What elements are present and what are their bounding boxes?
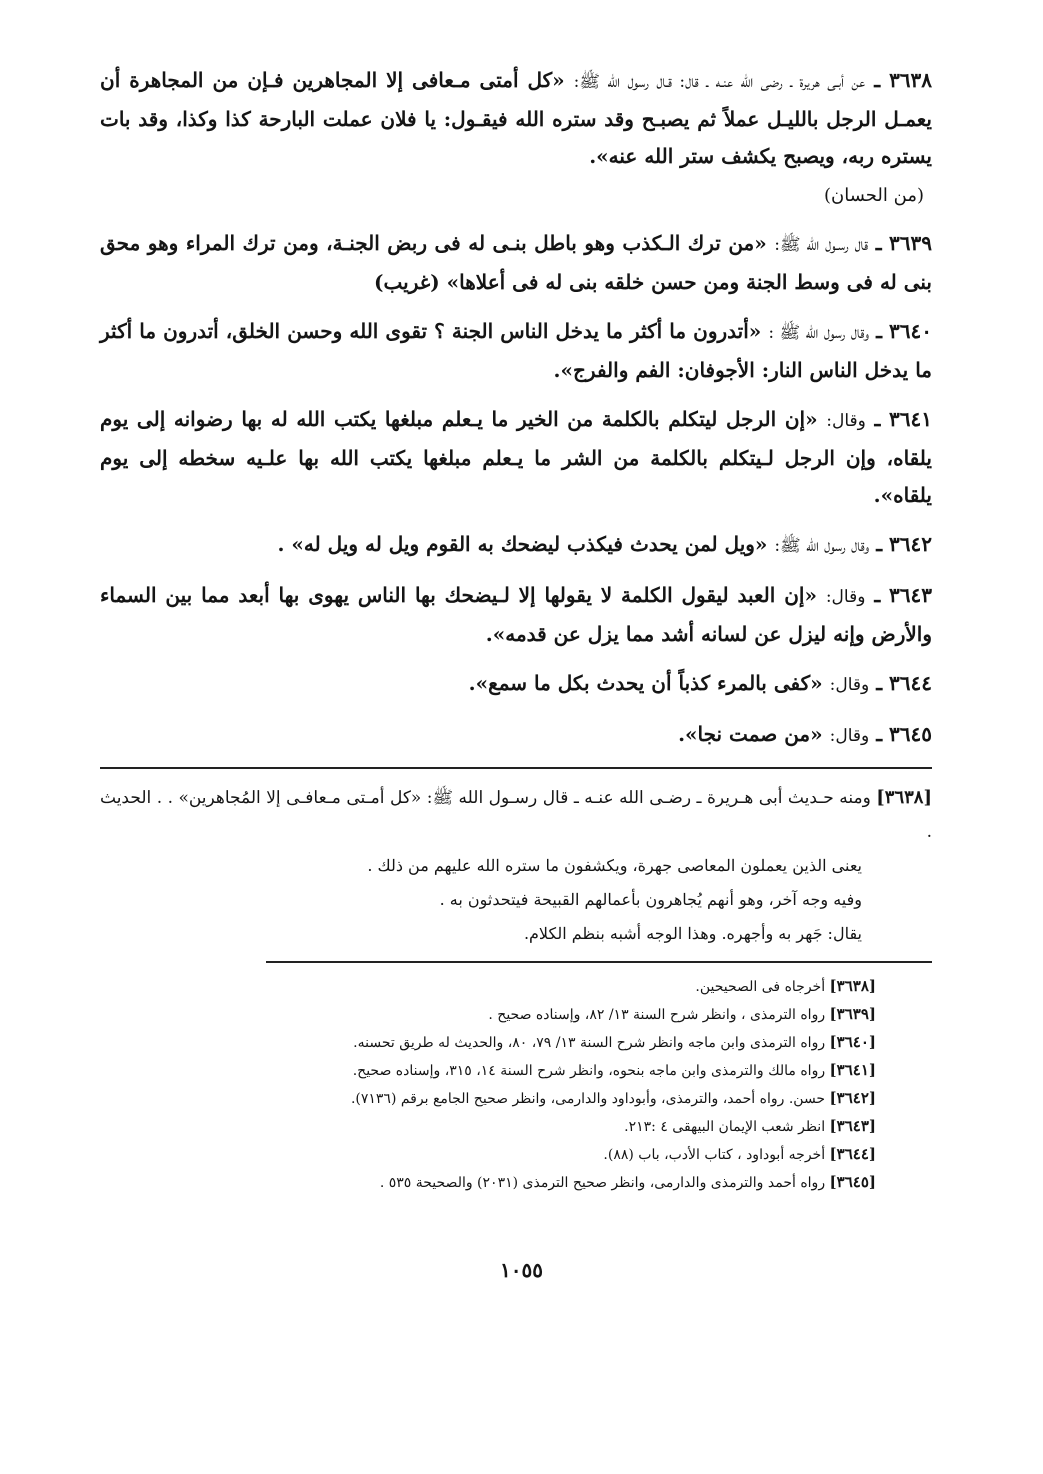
footnote-number: [٣٦٣٩] (829, 1005, 876, 1023)
hadith-intro: قال رسـول الله ﷺ: (774, 235, 869, 255)
commentary-number: [٣٦٣٨] (876, 787, 932, 808)
footnote-text: رواه أحمد والترمذى والدارمى، وانظر صحيح الترمذى (٢٠٣١) والصحيحة ٥٣٥ . (379, 1175, 826, 1191)
hadith-number: ٣٦٤٥ ـ (876, 722, 932, 746)
footnote-number: [٣٦٤٥] (829, 1173, 876, 1191)
hadith-number: ٣٦٤٠ ـ (876, 319, 933, 343)
source-note: (من الحسان) (824, 185, 924, 206)
footnote-number: [٣٦٤٤] (829, 1145, 876, 1163)
hadith-number: ٣٦٣٩ ـ (875, 231, 933, 255)
hadith-number: ٣٦٣٨ ـ (874, 68, 933, 92)
footnote (100, 1141, 932, 1169)
footnote-number: [٣٦٤٠] (829, 1033, 876, 1051)
hadith-3642 (100, 526, 932, 565)
footnote-text: رواه الترمذى وابن ماجه وانظر شرح السنة ١٣/ ٧٩، ٨٠، والحديث له طريق تحسنه. (353, 1035, 826, 1051)
commentary-lead (100, 781, 932, 849)
footnote-number: [٣٦٤١] (829, 1061, 876, 1079)
footnote (100, 1169, 932, 1197)
footnote-text: حسن. رواه أحمد، والترمذى، وأبوداود والدارمى، وانظر صحيح الجامع برقم (٧١٣٦). (350, 1091, 826, 1107)
footnote-text: رواه مالك والترمذى وابن ماجه بنحوه، وانظر شرح السنة ١٤، ٣١٥، وإسناده صحيح. (352, 1063, 826, 1079)
footnote (100, 1001, 932, 1029)
page-number: ١٠٥٥ (500, 1258, 543, 1282)
hadith-text: «ويل لمن يحدث فيكذب ليضحك به القوم ويل له ويل له» . (277, 532, 768, 556)
hadith-3645 (100, 716, 932, 755)
hadith-number: ٣٦٤٤ ـ (876, 671, 932, 695)
hadith-text: «إن العبد ليقول الكلمة لا يقولها إلا لـيضحك بها الناس يهوى بها أبعد مما بين السماء والأرض وإنه ليزل عن لسانه أشد مما يزل عن قدمه». (100, 583, 932, 646)
hadith-text: «أتدرون ما أكثر ما يدخل الناس الجنة ؟ تقوى الله وحسن الخلق، أتدرون ما أكثر ما يدخل الناس النار: الأجوفان: الفم والفرج». (100, 319, 932, 382)
hadith-number: ٣٦٤٢ ـ (876, 532, 932, 556)
footnote (100, 1029, 932, 1057)
hadith-text: «من صمت نجا». (678, 722, 823, 746)
footnote (100, 1085, 932, 1113)
hadith-text: «من ترك الـكذب وهو باطل بنـى له فى ربض الجنـة، ومن ترك المراء وهو محق بنى له فى وسط الجنة ومن حسن خلقه بنى له فى أعلاها» (غريب) (100, 231, 932, 294)
hadith-intro: وقال: (829, 675, 870, 695)
footnote-text: انظر شعب الإيمان البيهقى ٤ :٢١٣. (624, 1119, 826, 1135)
hadith-intro: وقال رسول الله ﷺ : (768, 323, 870, 343)
footnote-text: أخرجه أبوداود ، كتاب الأدب، باب (٨٨). (603, 1147, 826, 1163)
hadith-intro: وقال: (826, 411, 866, 431)
footnote (100, 973, 932, 1001)
hadith-3640 (100, 313, 932, 389)
commentary-line: وفيه وجه آخر، وهو أنهم يُجاهرون بأعمالهم القبيحة فيتحدثون به . (439, 890, 862, 909)
commentary-line: يعنى الذين يعملون المعاصى جهرة، ويكشفون ما ستره الله عليهم من ذلك . (367, 856, 862, 875)
hadith-3641 (100, 401, 932, 514)
hadith-3638 (100, 62, 932, 175)
footnote-text: رواه الترمذى ، وانظر شرح السنة ١٣/ ٨٢، وإسناده صحيح . (488, 1007, 826, 1023)
hadith-3639 (100, 225, 932, 301)
commentary-lead-text: ومنه حـديث أبى هـريرة ـ رضـى الله عنـه ـ قال رسـول الله ﷺ: «كل أمـتى مـعافـى إلا المُجاهرين» . . الحديث . (100, 788, 932, 842)
footnote (100, 1113, 932, 1141)
footnote-number: [٣٦٤٢] (829, 1089, 876, 1107)
hadith-text: «إن الرجل ليتكلم بالكلمة من الخير ما يـعلم مبلغها يكتب الله له بها رضوانه إلى يوم يلقاه، وإن الرجل لـيتكلم بالكلمة من الشر ما يـعلم مبلغها يكتب الله بها علـيه سخطه إلى يوم يلقاه». (100, 407, 932, 507)
footnote-text: أخرجاه فى الصحيحين. (695, 979, 826, 995)
footnotes-divider (266, 961, 932, 963)
commentary-line: يقال: جَهر به وأجهره. وهذا الوجه أشبه بنظم الكلام. (523, 924, 862, 943)
hadith-intro: وقال: (829, 726, 870, 746)
hadith-intro: وقال رسول الله ﷺ: (774, 536, 870, 556)
hadith-number: ٣٦٤٣ ـ (874, 583, 933, 607)
commentary-divider (100, 767, 932, 769)
hadith-number: ٣٦٤١ ـ (874, 407, 933, 431)
hadith-3644 (100, 665, 932, 704)
hadith-text: «كل أمتى مـعافى إلا المجاهرين فـإن من المجاهرة أن يعمـل الرجل بالليـل عملاً ثم يصبـح وقد ستره الله فيقـول: يا فلان عملت البارحة كذا وكذا، وقد بات يستره ربه، ويصبح يكشف ستر الله عنه». (100, 68, 932, 168)
footnote-number: [٣٦٣٨] (829, 977, 876, 995)
hadith-intro: عن أبـى هريرة ـ رضى الله عنـه ـ قال: قـال رسول الله ﷺ: (573, 72, 866, 92)
hadith-text: «كفى بالمرء كذباً أن يحدث بكل ما سمع». (468, 671, 823, 695)
footnote-number: [٣٦٤٣] (829, 1117, 876, 1135)
page-body (100, 62, 932, 1197)
footnote (100, 1057, 932, 1085)
hadith-intro: وقال: (825, 587, 866, 607)
hadith-3643 (100, 577, 932, 653)
